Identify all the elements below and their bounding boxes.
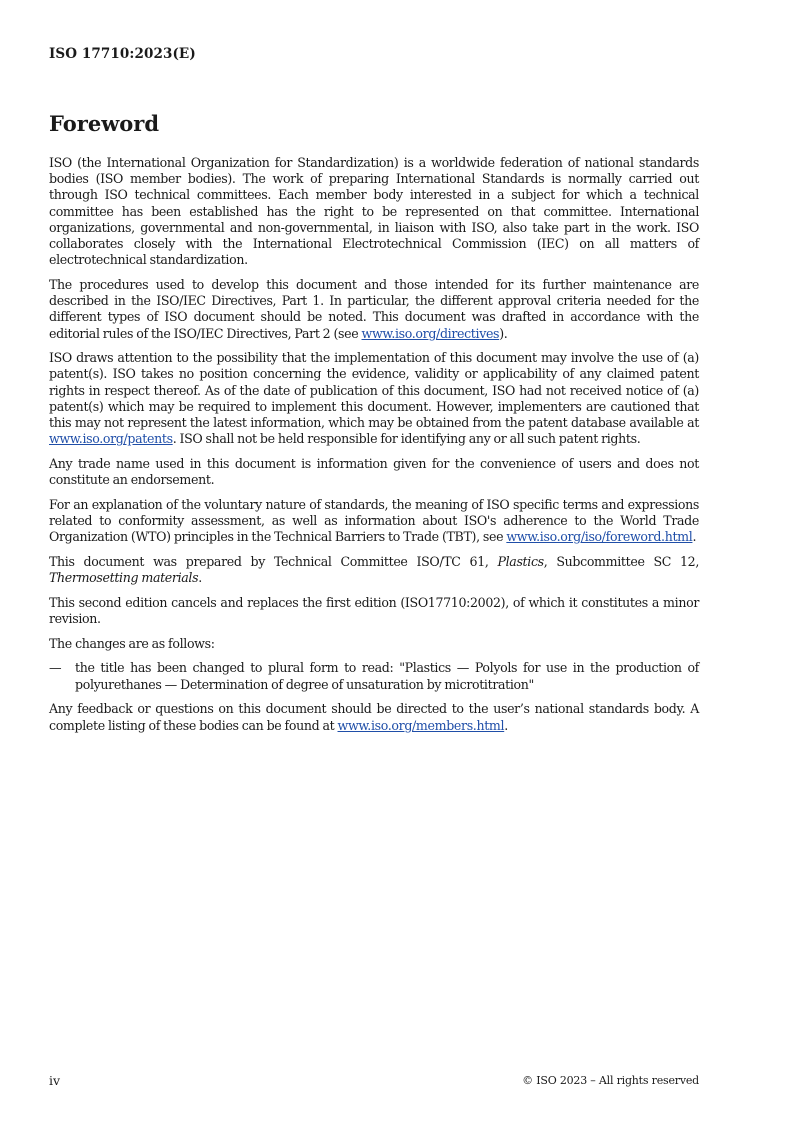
foreword-body [49,155,699,742]
paragraph-text: . [504,717,508,733]
paragraph-text: ). [499,325,508,341]
paragraph-text: This document was prepared by Technical Committee ISO/TC 61, [49,553,498,569]
paragraph-text: The procedures used to develop this document and those intended for its further maintenance are described in the ISO/IEC Directives, Part 1. In particular, the different approval criteria needed for the different types of ISO document should be noted. This document was drafted in accordance with the editorial rules of the ISO/IEC Directives, Part 2 (see [49,276,699,341]
page-number: iv [49,1073,61,1088]
paragraph-text: ISO draws attention to the possibility that the implementation of this document may involve the use of (a) patent(s). ISO takes no position concerning the evidence, validity or applicability of any claimed patent rights in respect thereof. As of the date of publication of this document, ISO had not received notice of (a) patent(s) which may be required to implement this document. However, implementers are cautioned that this may not represent the latest information, which may be obtained from the patent database available at [49,350,699,431]
page-title: Foreword [49,111,160,136]
list-item [49,660,699,692]
document-id: ISO 17710:2023(E) [49,46,196,62]
list-item-text: the title has been changed to plural form to read: "Plastics — Polyols for use in the production of polyurethanes — Determination of degree of unsaturation by microtitration" [75,660,699,692]
paragraph-changes-intro: The changes are as follows: [49,635,215,651]
paragraph-text: . [692,529,697,545]
paragraph-iso-intro: ISO (the International Organization for Standardization) is a worldwide federation of national standards bodies (ISO member bodies). The work of preparing International Standards is normally carried out through ISO technical committees. Each member body interested in a subject for which a technical committee has been established has the right to be represented on that committee. International organizations, governmental and non-governmental, in liaison with ISO, also take part in the work. ISO collaborates closely with the International Electrotechnical Commission (IEC) on all matters of electrotechnical standardization. [49,155,699,268]
paragraph-voluntary-nature [49,497,699,546]
paragraph-text: . [198,570,202,586]
paragraph-trade-name: Any trade name used in this document is information given for the convenience of users and does not constitute an endorsement. [49,455,699,488]
directives-link[interactable]: www.iso.org/directives [361,325,500,341]
committee-name: Plastics [497,553,544,569]
paragraph-patents [49,350,699,447]
dash-bullet: — [49,660,62,676]
foreword-link[interactable]: www.iso.org/iso/foreword.html [506,529,693,545]
copyright-notice: © ISO 2023 – All rights reserved [522,1074,699,1087]
paragraph-text: , Subcommittee SC 12, [543,553,699,569]
members-link[interactable]: www.iso.org/members.html [337,717,505,733]
paragraph-committee [49,554,699,586]
subcommittee-name: Thermosetting materials [49,570,199,586]
paragraph-procedures [49,277,699,342]
paragraph-text: For an explanation of the voluntary nature of standards, the meaning of ISO specific terms and expressions related to conformity assessment, as well as information about ISO's adherence to the World Trade Organization (WTO) principles in the Technical Barriers to Trade (TBT), see [49,496,699,545]
paragraph-edition: This second edition cancels and replaces the first edition (ISO17710:2002), of which it constitutes a minor revision. [49,594,699,627]
paragraph-text: Any feedback or questions on this document should be directed to the user’s national standards body. A complete listing of these bodies can be found at [49,701,699,733]
patents-link[interactable]: www.iso.org/patents [49,431,173,447]
paragraph-text: . ISO shall not be held responsible for identifying any or all such patent rights. [172,431,641,447]
paragraph-feedback [49,701,699,733]
